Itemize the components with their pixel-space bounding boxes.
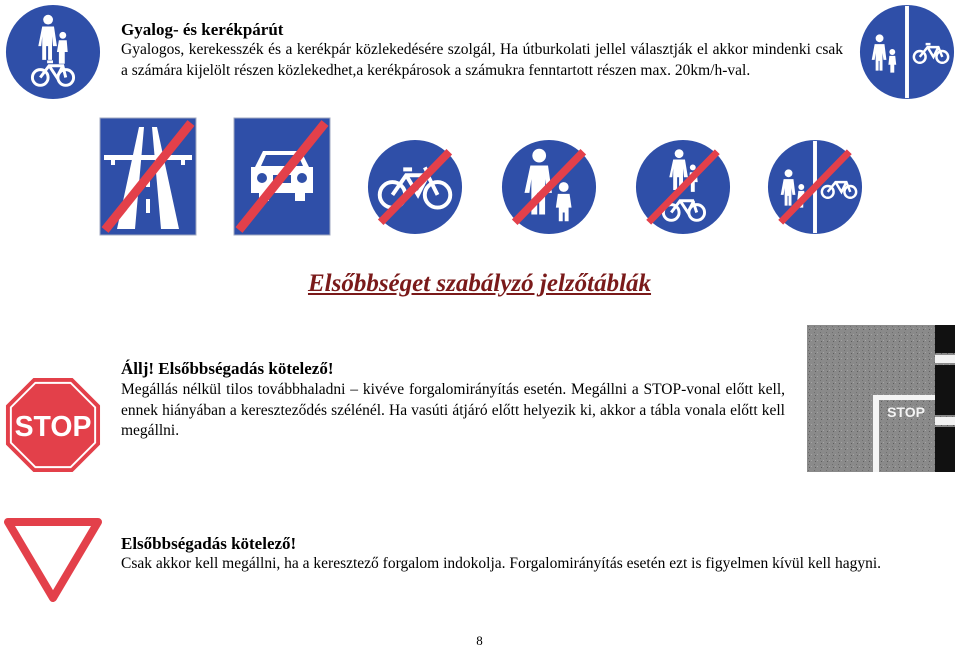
section-title: Elsőbbséget szabályzó jelzőtáblák: [307, 270, 652, 297]
segregated-path-end-sign-icon: [766, 138, 864, 236]
section-heading-shared-path: Gyalog- és kerékpárút: [121, 20, 284, 39]
road-marking-stop-text: STOP: [887, 404, 925, 420]
page-number: 8: [476, 633, 483, 648]
motorway-end-sign-icon: [99, 117, 197, 236]
section-heading-stop: Állj! Elsőbbségadás kötelező!: [121, 359, 334, 378]
stop-road-marking-photo: [807, 325, 955, 472]
segregated-path-sign-icon: [858, 3, 956, 101]
yield-sign-icon: [4, 518, 102, 602]
shared-path-end-sign-icon: [634, 138, 732, 236]
footpath-end-sign-icon: [500, 138, 598, 236]
section-body-stop: Megállás nélkül tilos továbbhaladni – kivéve forgalomirányítás esetén. Megállni a STOP-vonal előtt kell, ennek hiányában a kereszteződés szélénél. Ha vasúti átjáró előtt helyezik ki, akkor a tábla vonala előtt kell megállni.: [121, 381, 785, 439]
shared-path-sign-icon: [4, 3, 102, 101]
section-body-shared-path: Gyalogos, kerekesszék és a kerékpár közlekedésére szolgál, Ha útburkolati jellel választják el akkor mindenki csak a számára kijelölt részen közlekedhet,a kerékpárosok a számukra fenntartott részen max. 20km/h-val.: [121, 41, 843, 79]
motorroad-end-sign-icon: [233, 117, 331, 236]
section-heading-yield: Elsőbbségadás kötelező!: [121, 534, 297, 553]
cycle-path-end-sign-icon: [366, 138, 464, 236]
section-body-yield: Csak akkor kell megállni, ha a keresztező forgalom indokolja. Forgalomirányítás esetén ezt is figyelmen kívül kell hagyni.: [121, 555, 882, 572]
stop-sign-icon: [4, 376, 102, 474]
stop-sign-text: STOP: [14, 410, 92, 443]
